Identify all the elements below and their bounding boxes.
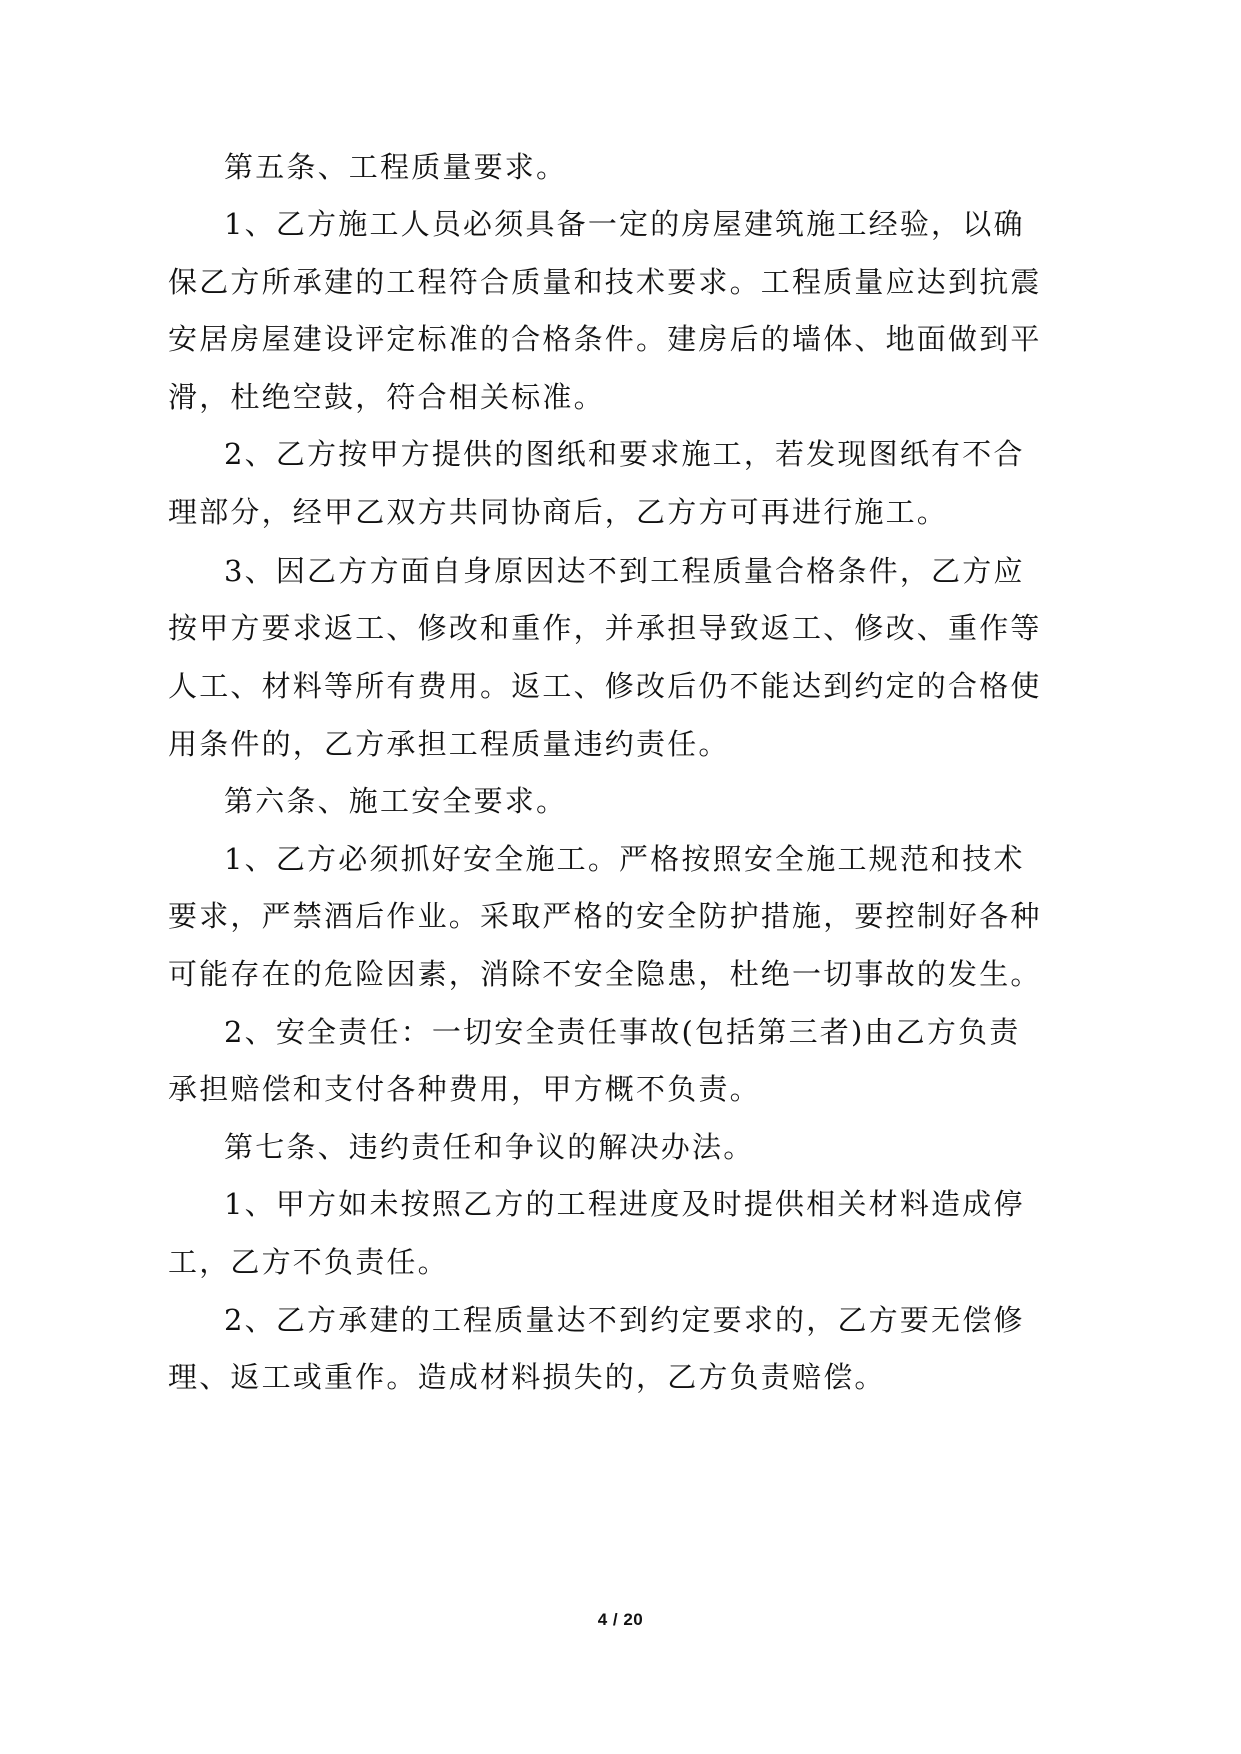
paragraph-line: 1、乙方施工人员必须具备一定的房屋建筑施工经验，以确 [224, 207, 1025, 241]
paragraph-line: 工，乙方不负责任。 [168, 1245, 449, 1279]
paragraph-line: 承担赔偿和支付各种费用，甲方概不负责。 [168, 1072, 761, 1106]
page-number: 4 / 20 [597, 1610, 644, 1629]
paragraph-line: 安居房屋建设评定标准的合格条件。建房后的墙体、地面做到平 [168, 322, 1042, 356]
paragraph-line: 3、因乙方方面自身原因达不到工程质量合格条件，乙方应 [224, 554, 1025, 588]
paragraph-line: 2、乙方承建的工程质量达不到约定要求的，乙方要无偿修 [224, 1303, 1025, 1337]
paragraph-line: 理、返工或重作。造成材料损失的，乙方负责赔偿。 [168, 1360, 886, 1394]
paragraph-line: 可能存在的危险因素，消除不安全隐患，杜绝一切事故的发生。 [168, 957, 1042, 991]
paragraph-line: 保乙方所承建的工程符合质量和技术要求。工程质量应达到抗震 [168, 265, 1042, 299]
article-heading: 第五条、工程质量要求。 [224, 150, 568, 184]
article-heading: 第七条、违约责任和争议的解决办法。 [224, 1130, 755, 1164]
article-heading: 第六条、施工安全要求。 [224, 784, 568, 818]
paragraph-line: 1、乙方必须抓好安全施工。严格按照安全施工规范和技术 [224, 842, 1025, 876]
paragraph-line: 要求，严禁酒后作业。采取严格的安全防护措施，要控制好各种 [168, 899, 1042, 933]
paragraph-line: 用条件的，乙方承担工程质量违约责任。 [168, 727, 730, 761]
paragraph-line: 按甲方要求返工、修改和重作，并承担导致返工、修改、重作等 [168, 611, 1042, 645]
paragraph-line: 滑，杜绝空鼓，符合相关标准。 [168, 380, 605, 414]
paragraph-line: 2、安全责任：一切安全责任事故(包括第三者)由乙方负责 [224, 1015, 1021, 1049]
paragraph-line: 理部分，经甲乙双方共同协商后，乙方方可再进行施工。 [168, 495, 949, 529]
paragraph-line: 1、甲方如未按照乙方的工程进度及时提供相关材料造成停 [224, 1187, 1025, 1221]
paragraph-line: 人工、材料等所有费用。返工、修改后仍不能达到约定的合格使 [168, 669, 1042, 703]
paragraph-line: 2、乙方按甲方提供的图纸和要求施工，若发现图纸有不合 [224, 437, 1025, 471]
